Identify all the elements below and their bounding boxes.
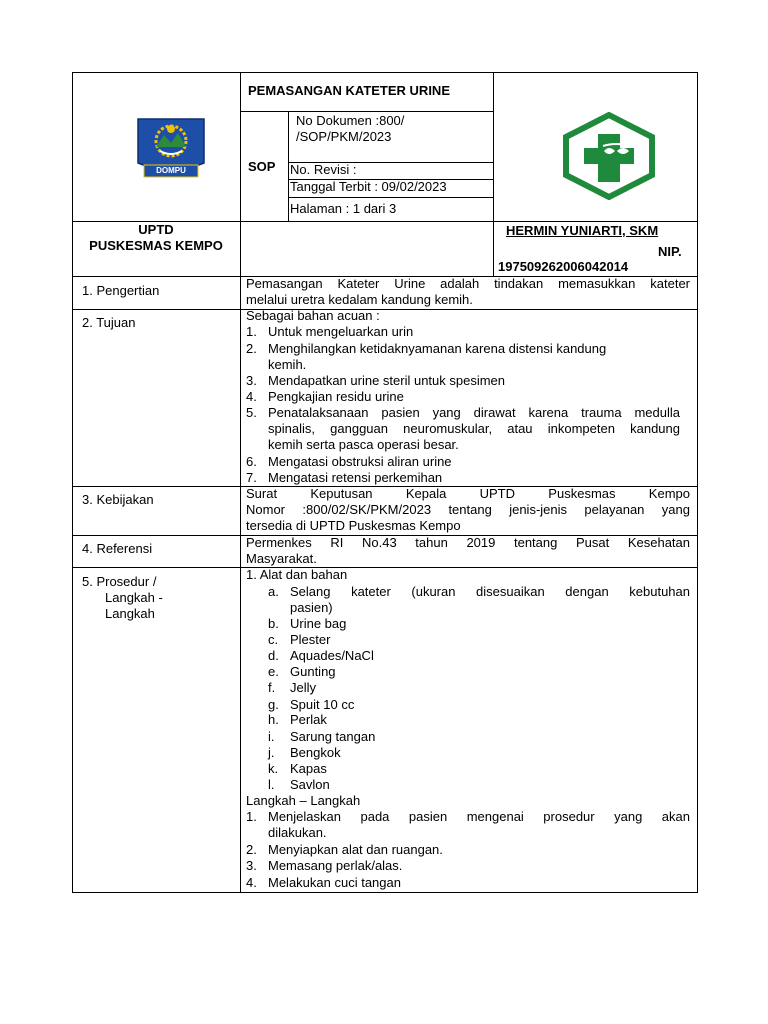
alat-letter-b: b. bbox=[268, 616, 279, 631]
org-name-line2: PUSKESMAS KEMPO bbox=[89, 238, 223, 253]
alat-item-k: Kapas bbox=[290, 761, 327, 776]
langkah-num-1: 1. bbox=[246, 809, 257, 824]
tujuan-item-5-line-2: spinalis, gangguan neuromuskular, atau inkompeten kandung bbox=[268, 421, 680, 436]
sop-label: SOP bbox=[248, 159, 276, 174]
section-label-prosedur-2: Langkah - bbox=[105, 590, 163, 605]
langkah-heading: Langkah – Langkah bbox=[246, 793, 361, 808]
puskesmas-logo bbox=[555, 112, 663, 200]
tujuan-item-7: Mengatasi retensi perkemihan bbox=[268, 470, 443, 485]
alat-item-a-line-2: pasien) bbox=[290, 600, 333, 615]
signer-name: HERMIN YUNIARTI, SKM bbox=[506, 223, 659, 238]
langkah-item-2: Menyiapkan alat dan ruangan. bbox=[268, 842, 443, 857]
document-title: PEMASANGAN KATETER URINE bbox=[248, 83, 450, 98]
doc-number-line2: /SOP/PKM/2023 bbox=[296, 129, 392, 144]
regency-logo-text: DOMPU bbox=[156, 166, 186, 175]
alat-letter-i: i. bbox=[268, 729, 275, 744]
alat-letter-l: l. bbox=[268, 777, 275, 792]
tujuan-num-4: 4. bbox=[246, 389, 257, 404]
tujuan-item-5-line-1: Penatalaksanaan pasien yang dirawat karena trauma medulla bbox=[268, 405, 680, 420]
section-label-referensi: 4. Referensi bbox=[82, 541, 153, 556]
kebijakan-line-1: Surat Keputusan Kepala UPTD Puskesmas Kempo bbox=[246, 486, 690, 501]
tujuan-item-3: Mendapatkan urine steril untuk spesimen bbox=[268, 373, 506, 388]
alat-letter-a: a. bbox=[268, 584, 279, 599]
section-label-prosedur-1: 5. Prosedur / bbox=[82, 574, 157, 589]
referensi-line-2: Masyarakat. bbox=[246, 551, 317, 566]
alat-letter-e: e. bbox=[268, 664, 279, 679]
tujuan-item-1: Untuk mengeluarkan urin bbox=[268, 324, 414, 339]
doc-number-line1: No Dokumen :800/ bbox=[296, 113, 405, 128]
tujuan-num-1: 1. bbox=[246, 324, 257, 339]
nip-number: 197509262006042014 bbox=[498, 259, 629, 274]
kebijakan-line-3: tersedia di UPTD Puskesmas Kempo bbox=[246, 518, 461, 533]
alat-item-b: Urine bag bbox=[290, 616, 347, 631]
revision-number: No. Revisi : bbox=[290, 162, 357, 177]
alat-letter-f: f. bbox=[268, 680, 276, 695]
tujuan-num-6: 6. bbox=[246, 454, 257, 469]
tujuan-num-3: 3. bbox=[246, 373, 257, 388]
section-label-prosedur-3: Langkah bbox=[105, 606, 155, 621]
alat-item-h: Perlak bbox=[290, 712, 327, 727]
tujuan-intro: Sebagai bahan acuan : bbox=[246, 308, 380, 323]
kebijakan-line-2: Nomor :800/02/SK/PKM/2023 tentang jenis-jenis pelayanan yang bbox=[246, 502, 690, 517]
tujuan-item-6: Mengatasi obstruksi aliran urine bbox=[268, 454, 452, 469]
alat-item-i: Sarung tangan bbox=[290, 729, 376, 744]
langkah-item-1-line-2: dilakukan. bbox=[268, 825, 327, 840]
alat-letter-d: d. bbox=[268, 648, 279, 663]
alat-item-f: Jelly bbox=[290, 680, 317, 695]
section-label-kebijakan: 3. Kebijakan bbox=[82, 492, 154, 507]
tujuan-item-5-line-3: kemih serta pasca operasi besar. bbox=[268, 437, 459, 452]
referensi-line-1: Permenkes RI No.43 tahun 2019 tentang Pusat Kesehatan bbox=[246, 535, 690, 550]
langkah-num-3: 3. bbox=[246, 858, 257, 873]
alat-item-c: Plester bbox=[290, 632, 331, 647]
langkah-num-2: 2. bbox=[246, 842, 257, 857]
org-name-line1: UPTD bbox=[138, 222, 174, 237]
alat-letter-c: c. bbox=[268, 632, 279, 647]
tujuan-item-2-line-2: kemih. bbox=[268, 357, 307, 372]
alat-item-e: Gunting bbox=[290, 664, 336, 679]
alat-letter-k: k. bbox=[268, 761, 279, 776]
tujuan-num-7: 7. bbox=[246, 470, 257, 485]
tujuan-num-5: 5. bbox=[246, 405, 257, 420]
langkah-item-4: Melakukan cuci tangan bbox=[268, 875, 401, 890]
pengertian-line-1: Pemasangan Kateter Urine adalah tindakan memasukkan kateter bbox=[246, 276, 690, 291]
issue-date: Tanggal Terbit : 09/02/2023 bbox=[290, 179, 447, 194]
nip-label: NIP. bbox=[658, 244, 682, 259]
section-label-tujuan: 2. Tujuan bbox=[82, 315, 136, 330]
page-number: Halaman : 1 dari 3 bbox=[290, 201, 397, 216]
alat-heading: 1. Alat dan bahan bbox=[246, 567, 348, 582]
alat-item-g: Spuit 10 cc bbox=[290, 697, 355, 712]
tujuan-item-2-line-1: Menghilangkan ketidaknyamanan karena distensi kandung bbox=[268, 341, 607, 356]
alat-item-d: Aquades/NaCl bbox=[290, 648, 374, 663]
langkah-item-3: Memasang perlak/alas. bbox=[268, 858, 403, 873]
langkah-item-1-line-1: Menjelaskan pada pasien mengenai prosedur yang akan bbox=[268, 809, 690, 824]
tujuan-num-2: 2. bbox=[246, 341, 257, 356]
alat-item-j: Bengkok bbox=[290, 745, 341, 760]
pengertian-line-2: melalui uretra kedalam kandung kemih. bbox=[246, 292, 473, 307]
regency-logo bbox=[136, 117, 206, 181]
section-label-pengertian: 1. Pengertian bbox=[82, 283, 160, 298]
alat-letter-j: j. bbox=[268, 745, 275, 760]
langkah-num-4: 4. bbox=[246, 875, 257, 890]
alat-letter-h: h. bbox=[268, 712, 279, 727]
alat-item-a-line-1: Selang kateter (ukuran disesuaikan dengan kebutuhan bbox=[290, 584, 690, 599]
alat-item-l: Savlon bbox=[290, 777, 330, 792]
alat-letter-g: g. bbox=[268, 697, 279, 712]
tujuan-item-4: Pengkajian residu urine bbox=[268, 389, 404, 404]
